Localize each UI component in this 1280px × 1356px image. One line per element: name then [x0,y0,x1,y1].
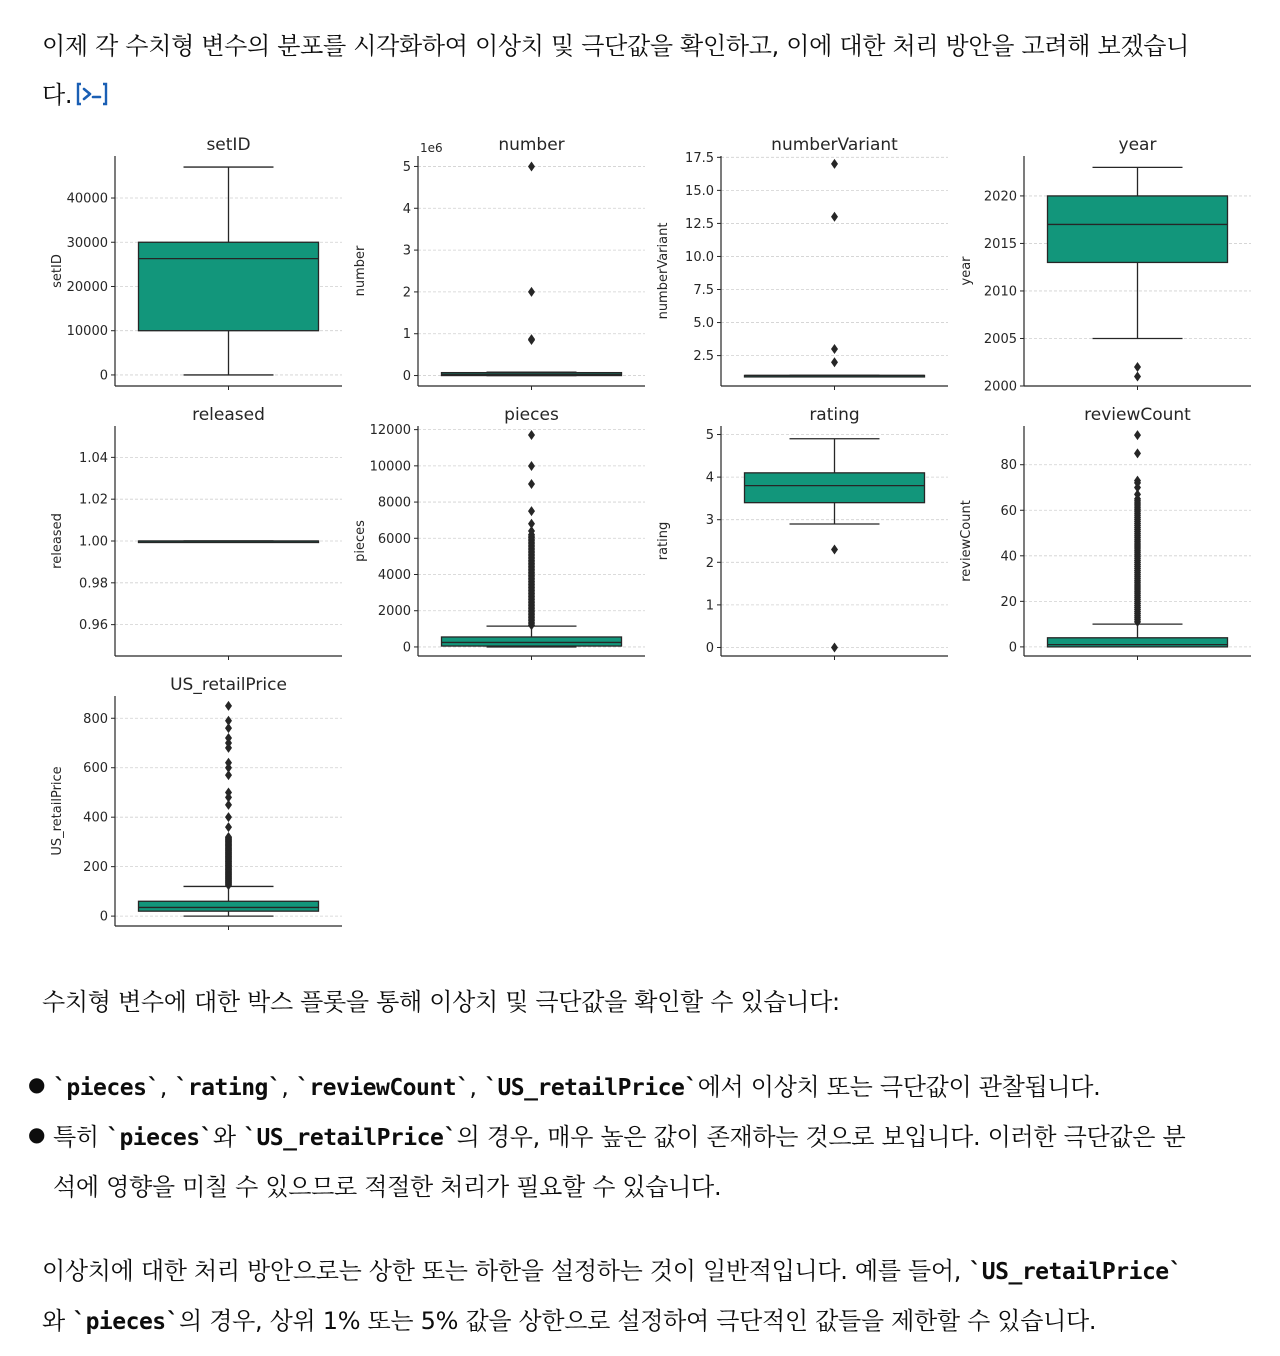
y-tick-label: 1 [705,598,714,614]
y-axis-label: pieces [353,520,368,562]
outlier-point [528,479,535,489]
outlier-point [528,334,535,344]
bullet-marker-1: ● [28,1072,46,1096]
y-tick-label: 0 [402,640,411,656]
code-us-retailprice: `US_retailPrice` [484,1075,698,1101]
y-tick-label: 2 [705,555,714,571]
y-tick-label: 2005 [983,331,1017,347]
y-tick-label: 1 [402,327,411,343]
y-tick-label: 3 [705,513,714,529]
subplot-title: year [1118,135,1157,155]
subplot-rating [656,405,948,660]
closing-text-2: 의 경우, 상위 1% 또는 5% 값을 상한으로 설정하여 극단적인 값들을 제한할 수 있습니다. [179,1307,1097,1335]
bullet-2-text-1: 의 경우, 매우 높은 값이 존재하는 것으로 보입니다. 이러한 극단값은 분 [456,1123,1186,1151]
code-us-retailprice: `US_retailPrice` [243,1125,457,1151]
y-tick-label: 20 [1000,594,1017,610]
closing-paragraph [42,1247,1182,1347]
summary-bullet-1 [53,1063,1100,1113]
y-tick-label: 2015 [983,236,1017,252]
subplot-number [353,135,645,390]
box-iqr [1048,196,1228,263]
y-axis-label: released [50,513,65,569]
y-tick-label: 2000 [377,604,411,620]
closing-text-1: 이상치에 대한 처리 방안으로는 상한 또는 하한을 설정하는 것이 일반적입니다. 예를 들어, [42,1257,969,1285]
outlier-point [1134,448,1141,458]
box-iqr [745,473,925,503]
y-axis-label: numberVariant [656,222,671,320]
y-tick-label: 2020 [983,189,1017,205]
subplot-title: released [192,405,265,425]
outlier-point [831,545,838,555]
y-tick-label: 5 [705,428,714,444]
box-iqr [442,637,622,646]
y-tick-label: 800 [83,711,108,727]
y-axis-label: US_retailPrice [50,766,65,856]
y-tick-label: 15.0 [685,183,714,199]
y-tick-label: 12.5 [685,216,714,232]
y-tick-label: 0 [1008,640,1017,656]
summary-bullet-2 [53,1113,1185,1212]
closing-line-2-pre: 와 [42,1307,73,1335]
subplot-year [959,135,1251,395]
y-tick-label: 10.0 [685,249,714,265]
y-tick-label: 0 [99,368,108,384]
y-tick-label: 2010 [983,284,1017,300]
y-tick-label: 40000 [66,191,108,207]
subplot-setid [50,135,342,390]
y-tick-label: 4 [705,470,714,486]
outlier-point [1134,430,1141,440]
subplot-numbervariant [656,135,948,390]
subplot-title: setID [206,135,251,155]
closing-line-1 [42,1247,1182,1297]
y-tick-label: 7.5 [693,283,714,299]
subplot-title: US_retailPrice [170,675,287,695]
y-tick-label: 0.98 [79,576,108,592]
y-tick-label: 0 [402,369,411,385]
y-tick-label: 2.5 [693,349,714,365]
y-tick-label: 30000 [66,235,108,251]
outlier-point [831,344,838,354]
y-tick-label: 6000 [377,531,411,547]
y-tick-label: 8000 [377,495,411,511]
y-tick-label: 1.04 [79,450,108,466]
y-tick-label: 20000 [66,279,108,295]
outlier-point [528,506,535,516]
subplot-reviewcount [959,405,1251,660]
outlier-point [831,159,838,169]
outlier-point [528,519,535,529]
y-tick-label: 10000 [66,324,108,340]
y-tick-label: 1.00 [79,534,108,550]
subplot-title: rating [809,405,860,425]
y-tick-label: 80 [1000,458,1017,474]
code-pieces: `pieces` [106,1125,213,1151]
bullet-2-line-2: 석에 영향을 미칠 수 있으므로 적절한 처리가 필요할 수 있습니다. [53,1173,722,1201]
y-tick-label: 5.0 [693,316,714,332]
y-tick-label: 5 [402,159,411,175]
code-pieces: `pieces` [53,1075,160,1101]
code-interpreter-icon[interactable] [76,74,108,98]
bullet-1-text: 에서 이상치 또는 극단값이 관찰됩니다. [697,1073,1101,1101]
y-axis-label: number [353,245,368,297]
summary-lead: 수치형 변수에 대한 박스 플롯을 통해 이상치 및 극단값을 확인할 수 있습니다: [42,988,840,1016]
subplot-title: number [498,135,565,155]
y-tick-label: 1.02 [79,492,108,508]
y-axis-label: setID [50,254,65,288]
bullet-2-pre: 특히 [53,1123,107,1151]
y-tick-label: 3 [402,243,411,259]
subplot-pieces [353,405,645,660]
outlier-point [528,430,535,440]
outlier-point [528,461,535,471]
y-tick-label: 60 [1000,503,1017,519]
code-us-retailprice: `US_retailPrice` [968,1259,1182,1285]
outlier-point [528,287,535,297]
box-iqr [139,242,319,330]
code-rating: `rating` [174,1075,282,1101]
subplot-us-retailprice [50,675,342,930]
intro-line-1: 이제 각 수치형 변수의 분포를 시각화하여 이상치 및 극단값을 확인하고, 이에 대한 처리 방안을 고려해 보겠습니 [42,32,1190,60]
outlier-point [225,716,232,726]
y-axis-label: rating [656,521,671,561]
subplot-title: pieces [504,405,559,425]
bullet-2-mid: 와 [212,1123,244,1151]
box-iqr [139,901,319,911]
outlier-point [831,357,838,367]
y-tick-label: 4 [402,201,411,217]
intro-paragraph [42,22,1189,120]
separator: , [469,1073,485,1101]
y-tick-label: 0.96 [79,618,108,634]
outlier-point [225,822,232,832]
y-tick-label: 4000 [377,568,411,584]
subplot-title: reviewCount [1084,405,1191,425]
y-tick-label: 0 [705,640,714,656]
y-tick-label: 2 [402,285,411,301]
box-iqr [1048,638,1228,647]
intro-line-2-text: 다. [42,81,73,109]
y-tick-label: 40 [1000,549,1017,565]
y-tick-label: 10000 [369,459,411,475]
y-tick-label: 400 [83,810,108,826]
outlier-point [225,701,232,711]
y-tick-label: 600 [83,761,108,777]
y-tick-label: 0 [99,909,108,925]
y-tick-label: 200 [83,860,108,876]
outlier-point [528,161,535,171]
y-axis-label: reviewCount [959,500,974,582]
outlier-point [225,812,232,822]
subplot-released [50,405,342,660]
closing-line-2 [42,1297,1182,1347]
intro-line-2 [42,71,1189,120]
outlier-point [1134,371,1141,381]
y-tick-label: 12000 [369,423,411,439]
y-axis-label: year [959,256,974,286]
separator: , [159,1073,175,1101]
y-tick-label: 2000 [983,379,1017,395]
code-reviewcount: `reviewCount` [295,1075,470,1101]
outlier-point [1134,362,1141,372]
subplot-title: numberVariant [771,135,898,155]
code-pieces: `pieces` [72,1309,179,1335]
bullet-marker-2: ● [28,1122,46,1146]
separator: , [281,1073,296,1101]
outlier-point [831,212,838,222]
y-offset-label: 1e6 [420,141,443,155]
bullet-2-line-1 [53,1113,1185,1163]
outlier-point [831,642,838,652]
boxplot-figure [0,128,1280,940]
y-tick-label: 17.5 [685,150,714,166]
